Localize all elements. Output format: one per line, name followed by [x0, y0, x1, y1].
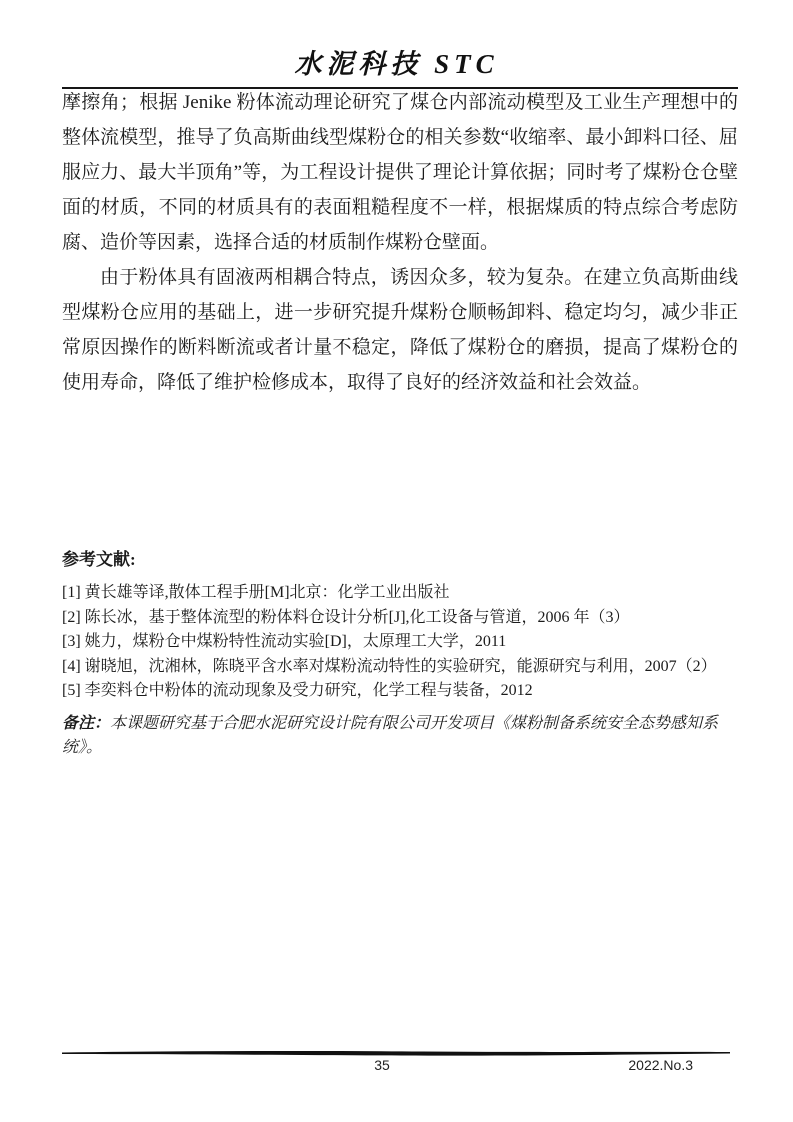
remark-note — [62, 712, 738, 760]
reference-item: [2] 陈长冰，基于整体流型的粉体料仓设计分析[J],化工设备与管道，2006 年（3） — [62, 608, 630, 626]
article-paragraph: 由于粉体具有固液两相耦合特点，诱因众多，较为复杂。在建立负高斯曲线型煤粉仓应用的基础上，进一步研究提升煤粉仓顺畅卸料、稳定均匀，减少非正常原因操作的断料断流或者计量不稳定，降低了煤粉仓的磨损，提高了煤粉仓的使用寿命，降低了维护检修成本，取得了良好的经济效益和社会效益。 — [62, 267, 738, 393]
article-body — [62, 85, 738, 400]
references-heading: 参考文献: — [62, 550, 136, 569]
article-paragraph: 摩擦角；根据 Jenike 粉体流动理论研究了煤仓内部流动模型及工业生产理想中的整体流模型，推导了负高斯曲线型煤粉仓的相关参数“收缩率、最小卸料口径、屈服应力、最大半顶角”等，为工程设计提供了理论计算依据；同时考了煤粉仓仓壁面的材质，不同的材质具有的表面粗糙程度不一样，根据煤质的特点综合考虑防腐、造价等因素，选择合适的材质制作煤粉仓壁面。 — [62, 92, 738, 253]
journal-header-title: 水泥科技 STC — [294, 49, 499, 79]
reference-item: [1] 黄长雄等译,散体工程手册[M]北京：化学工业出版社 — [62, 584, 450, 601]
page-number: 35 — [374, 1057, 390, 1073]
footer-rule — [62, 1050, 730, 1057]
reference-item: [3] 姚力，煤粉仓中煤粉特性流动实验[D]，太原理工大学，2011 — [62, 633, 507, 650]
reference-item: [5] 李奕料仓中粉体的流动现象及受力研究，化学工程与装备，2012 — [62, 682, 533, 699]
references-section — [62, 545, 738, 704]
remark-note-text: 本课题研究基于合肥水泥研究设计院有限公司开发项目《煤粉制备系统安全态势感知系统》。 — [62, 715, 719, 756]
reference-item: [4] 谢晓旭，沈湘林，陈晓平含水率对煤粉流动特性的实验研究，能源研究与利用，2007（2） — [62, 657, 717, 675]
remark-note-label: 备注： — [62, 715, 111, 732]
issue-number: 2022.No.3 — [628, 1057, 693, 1073]
